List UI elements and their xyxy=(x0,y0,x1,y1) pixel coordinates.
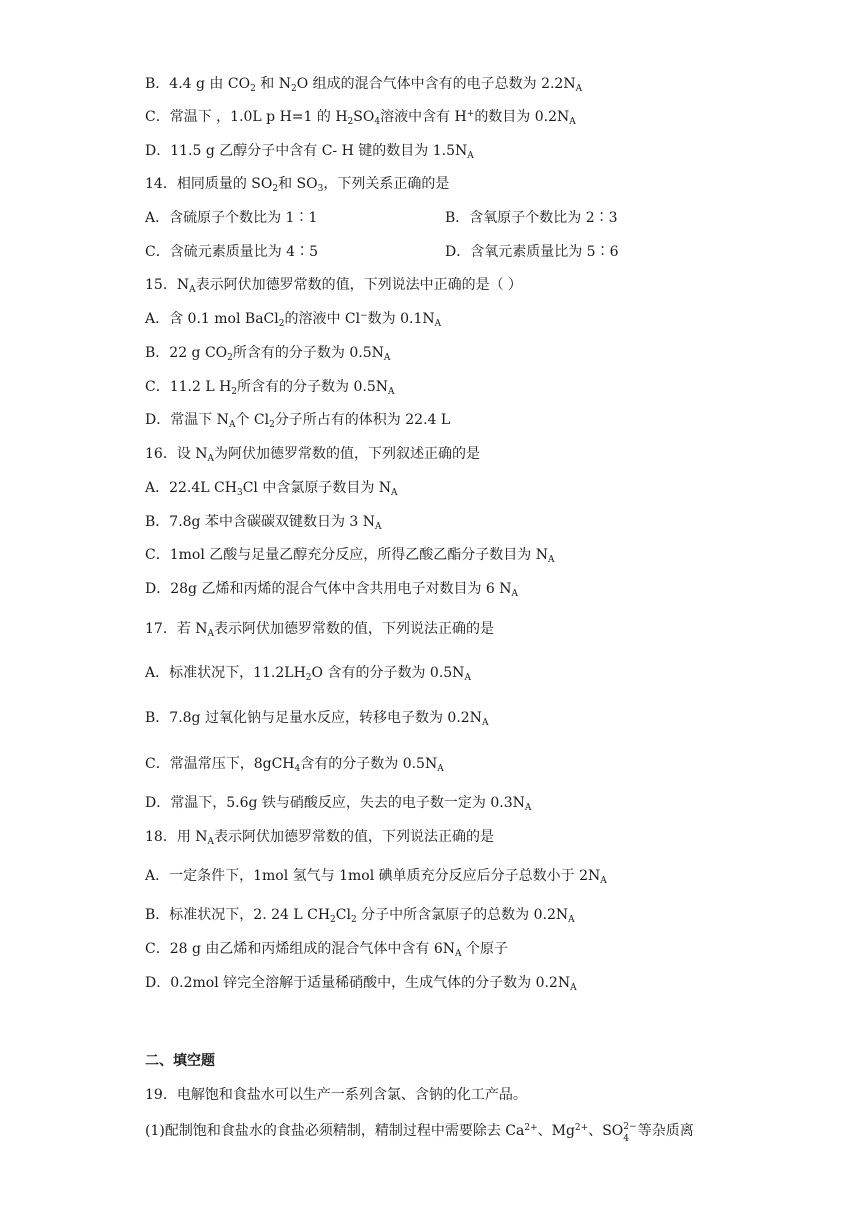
q14-option-c: C．含硫元素质量比为 4∶5 xyxy=(145,244,318,260)
q18-option-c: C．28 g 由乙烯和丙烯组成的混合气体中含有 $6N_A$ 个原子 xyxy=(145,941,508,959)
q16-option-b: B．7.8g 苯中含碳碳双键数日为 3 $N_A$ xyxy=(145,514,382,532)
q17-option-b: B．7.8g 过氧化钠与足量水反应，转移电子数为 $0.2N_A$ xyxy=(145,710,489,728)
q18-option-b: B．标准状况下，2. 24 L $CH_2Cl_2$ 分子中所含氯原子的总数为 $0.2N_A$ xyxy=(145,907,575,925)
q17-option-a: A．标准状况下，$11.2LH_2O$ 含有的分子数为 $0.5N_A$ xyxy=(145,665,471,683)
q13-option-c: C．常温下 ，1.0L p H=1 的 $H_2SO_4$溶液中含有 H+的数目为 $0.2N_A$ xyxy=(145,109,576,127)
q15-option-b: B．22 g $CO_2$所含有的分子数为 $0.5N_A$ xyxy=(145,345,391,363)
q14-option-d: D．含氧元素质量比为 5∶6 xyxy=(445,244,619,260)
q16-stem: 16．设 $N_A$为阿伏加德罗常数的值，下列叙述正确的是 xyxy=(145,446,481,464)
q19-stem: 19．电解饱和食盐水可以生产一系列含氯、含钠的化工产品。 xyxy=(145,1087,527,1103)
q14-option-b: B．含氧原子个数比为 2∶3 xyxy=(445,210,618,226)
q16-option-d: D．28g 乙烯和丙烯的混合气体中含共用电子对数目为 6 $N_A$ xyxy=(145,581,519,599)
q19-part-1: (1)配制饱和食盐水的食盐必须精制，精制过程中需要除去 $Ca^{2+}$、$Mg^{2+}$、SO 2− 4 等杂质离 xyxy=(145,1122,694,1144)
q15-stem: 15．$N_A$表示阿伏加德罗常数的值，下列说法中正确的是（ ） xyxy=(145,277,523,295)
q18-option-d: D．0.2mol 锌完全溶解于适量稀硝酸中，生成气体的分子数为 $0.2N_A$ xyxy=(145,975,577,993)
sulfate-charge-stack: 2− 4 xyxy=(623,1122,637,1144)
q18-option-a: A．一定条件下，1mol 氢气与 1mol 碘单质充分反应后分子总数小于 $2N_A$ xyxy=(145,868,607,886)
q17-option-d: D．常温下，5.6g 铁与硝酸反应，失去的电子数一定为 $0.3N_A$ xyxy=(145,795,532,813)
q17-option-c: C．常温常压下，8gCH$_4$含有的分子数为 $0.5N_A$ xyxy=(145,756,444,774)
q16-option-a: A．22.4L $CH_3Cl$ 中含氯原子数目为 $N_A$ xyxy=(145,480,398,498)
section-heading-fill-in: 二、填空题 xyxy=(145,1053,215,1069)
q14-stem: 14．相同质量的 $SO_2$和 $SO_3$，下列关系正确的是 xyxy=(145,176,450,194)
q15-option-a: A．含 0.1 mol BaCl$_2$的溶液中 Cl−数为 $0.1N_A$ xyxy=(145,311,442,329)
q16-option-c: C．1mol 乙酸与足量乙醇充分反应，所得乙酸乙酯分子数目为 $N_A$ xyxy=(145,547,555,565)
q13-option-d: D．11.5 g 乙醇分子中含有 C- H 键的数目为 $1.5N_A$ xyxy=(145,143,474,161)
q18-stem: 18．用 $N_A$表示阿伏加德罗常数的值，下列说法正确的是 xyxy=(145,829,495,847)
q17-stem: 17．若 $N_A$表示阿伏加德罗常数的值，下列说法正确的是 xyxy=(145,621,495,639)
q13-option-b: B．4.4 g 由 $CO_2$ 和 $N_2O$ 组成的混合气体中含有的电子总数为 $2.2N_A$ xyxy=(145,76,583,94)
q15-option-d: D．常温下 $N_A$个 $Cl_2$分子所占有的体积为 22.4 L xyxy=(145,412,451,430)
q14-option-a: A．含硫原子个数比为 1∶1 xyxy=(145,210,318,226)
q15-option-c: C．11.2 L $H_2$所含有的分子数为 $0.5N_A$ xyxy=(145,379,395,397)
